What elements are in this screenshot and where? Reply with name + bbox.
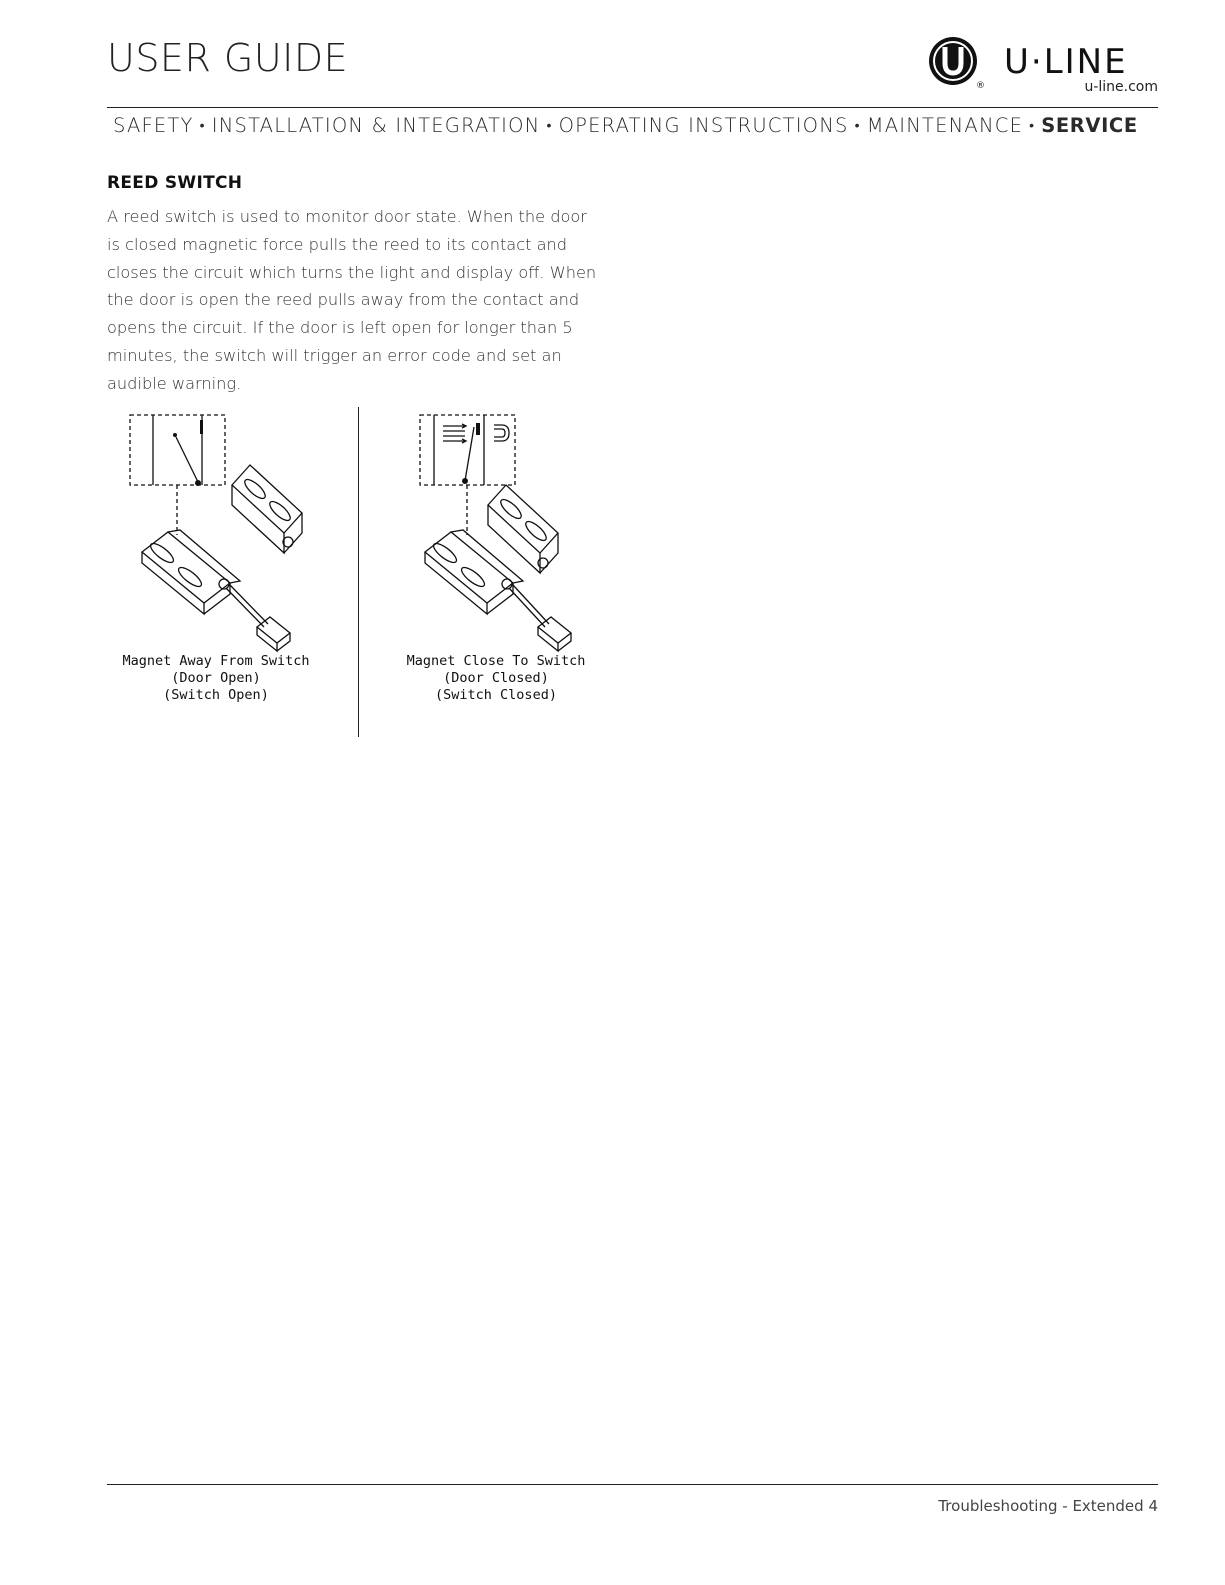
page-title: USER GUIDE [107,36,349,80]
caption-switch-open [110,653,322,704]
footer-rule [107,1484,1158,1485]
caption-line: Magnet Close To Switch [406,653,586,669]
reed-switch-closed-diagram [410,405,590,655]
caption-line: (Door Open) [171,670,261,686]
site-url[interactable]: u-line.com [1084,79,1158,95]
nav-separator: • [199,118,206,134]
section-nav [113,114,1138,137]
caption-line: Magnet Away From Switch [122,653,310,669]
section-title: REED SWITCH [107,173,243,193]
nav-separator: • [1029,118,1036,134]
figure-divider [358,407,359,737]
header-rule [107,107,1158,108]
registered-mark: ® [976,81,985,91]
caption-line: (Switch Closed) [435,687,557,703]
caption-line: (Door Closed) [443,670,549,686]
page-footer: Troubleshooting - Extended 4 [938,1497,1158,1515]
nav-separator: • [854,118,861,134]
caption-line: (Switch Open) [163,687,269,703]
brand-wordmark: U·LINE [1004,42,1128,82]
reed-switch-open-diagram [120,405,310,655]
nav-item-operating[interactable]: OPERATING INSTRUCTIONS [558,114,849,137]
section-body: A reed switch is used to monitor door state. When the door is closed magnetic force pulls the reed to its contact and closes the circuit which turns the light and display off. When the door is open the reed pulls away from the contact and opens the circuit. If the door is left open for longer than 5 minutes, the switch will trigger an error code and set an audible warning. [107,207,597,393]
nav-item-service[interactable]: SERVICE [1041,114,1138,137]
caption-switch-closed [396,653,596,704]
nav-item-installation[interactable]: INSTALLATION & INTEGRATION [211,114,541,137]
nav-item-safety[interactable]: SAFETY [113,114,194,137]
nav-separator: • [546,118,553,134]
nav-item-maintenance[interactable]: MAINTENANCE [866,114,1024,137]
